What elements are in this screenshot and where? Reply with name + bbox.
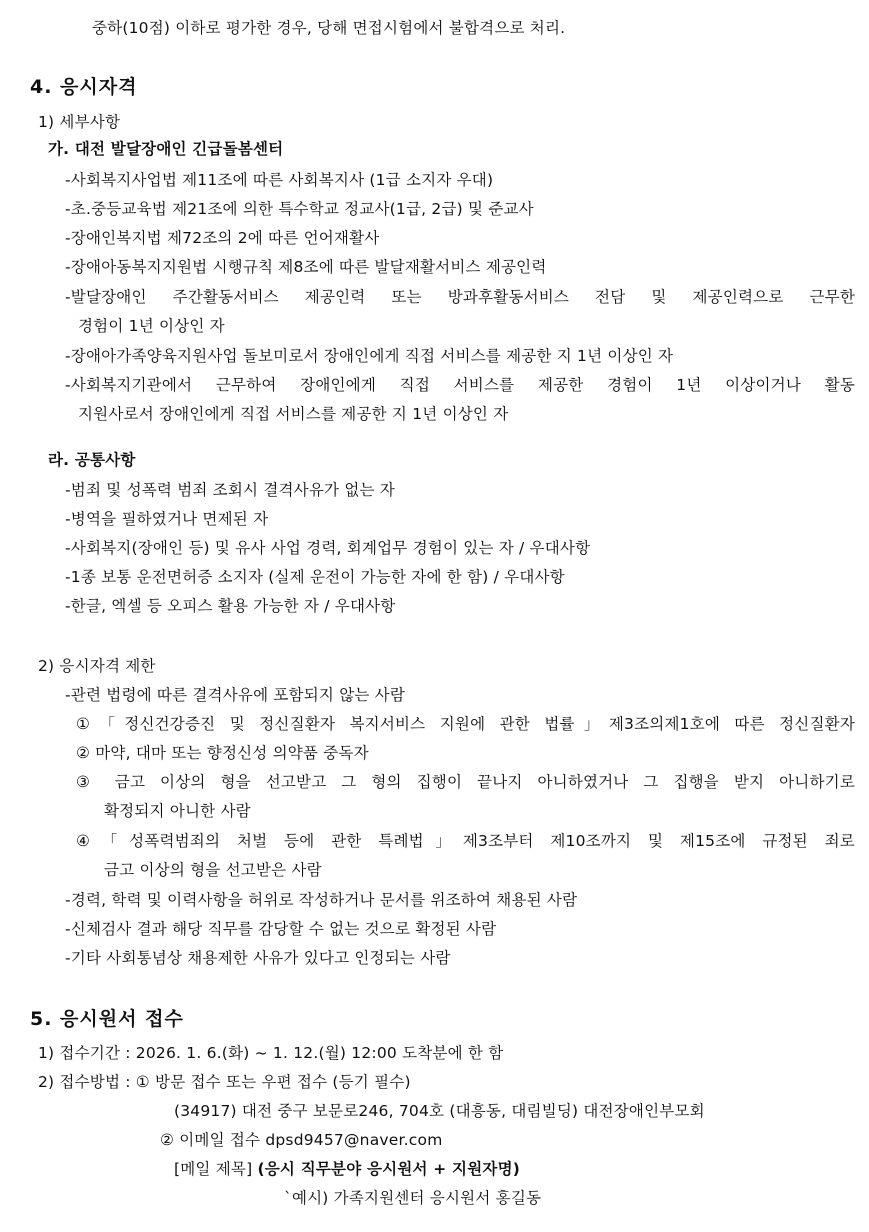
mail-subject-example: `예시) 가족지원센터 응시원서 홍길동 xyxy=(284,1189,542,1207)
list-item: -병역을 필하였거나 면제된 자 xyxy=(65,510,269,528)
mail-subject-value: (응시 직무분야 응시원서 + 지원자명) xyxy=(257,1160,521,1178)
list-item: -경력, 학력 및 이력사항을 허위로 작성하거나 문서를 위조하여 채용된 사람 xyxy=(65,891,578,909)
list-item: -초.중등교육법 제21조에 의한 특수학교 정교사(1급, 2급) 및 준교사 xyxy=(65,200,534,218)
list-item-continuation: 금고 이상의 형을 선고받은 사람 xyxy=(104,861,322,879)
email-submission: ② 이메일 접수 dpsd9457@naver.com xyxy=(160,1131,443,1149)
section-4-2-title: 2) 응시자격 제한 xyxy=(38,657,156,675)
list-item: -한글, 엑셀 등 오피스 활용 가능한 자 / 우대사항 xyxy=(65,597,396,615)
section-4-title: 4. 응시자격 xyxy=(30,76,138,98)
list-item: -발달장애인 주간활동서비스 제공인력 또는 방과후활동서비스 전담 및 제공인력으로 근무한 xyxy=(65,288,855,306)
list-item: -관련 법령에 따른 결격사유에 포함되지 않는 사람 xyxy=(65,686,406,704)
list-item-numbered: ④「성폭력범죄의 처벌 등에 관한 특례법」제3조부터 제10조까지 및 제15조에 규정된 죄로 xyxy=(76,832,855,850)
list-item-continuation: 지원사로서 장애인에게 직접 서비스를 제공한 지 1년 이상인 자 xyxy=(78,405,509,423)
mail-subject xyxy=(174,1158,520,1180)
list-item: -장애인복지법 제72조의 2에 따른 언어재활사 xyxy=(65,229,380,247)
application-period: 1) 접수기간 : 2026. 1. 6.(화) ~ 1. 12.(월) 12:00 도착분에 한 함 xyxy=(38,1044,504,1062)
list-item-continuation: 경험이 1년 이상인 자 xyxy=(78,317,225,335)
intro-line: 중하(10점) 이하로 평가한 경우, 당해 면접시험에서 불합격으로 처리. xyxy=(92,19,566,37)
list-item: -장애아가족양육지원사업 돌보미로서 장애인에게 직접 서비스를 제공한 지 1년 이상인 자 xyxy=(65,347,674,365)
section-5-title: 5. 응시원서 접수 xyxy=(30,1008,184,1030)
list-item-continuation: 확정되지 아니한 사람 xyxy=(104,802,251,820)
list-item-numbered: ② 마약, 대마 또는 향정신성 의약품 중독자 xyxy=(76,744,369,762)
list-item: -사회복지사업법 제11조에 따른 사회복지사 (1급 소지자 우대) xyxy=(65,171,494,189)
list-item: -기타 사회통념상 채용제한 사유가 있다고 인정되는 사람 xyxy=(65,949,451,967)
mail-subject-label: [메일 제목] xyxy=(174,1160,253,1178)
list-item: -1종 보통 운전면허증 소지자 (실제 운전이 가능한 자에 한 함) / 우대사항 xyxy=(65,568,565,586)
list-item: -사회복지기관에서 근무하여 장애인에게 직접 서비스를 제공한 경험이 1년 이상이거나 활동 xyxy=(65,376,855,394)
subsection-ra-title: 라. 공통사항 xyxy=(48,451,136,469)
subsection-ga-title: 가. 대전 발달장애인 긴급돌봄센터 xyxy=(48,140,284,158)
list-item: -사회복지(장애인 등) 및 유사 사업 경력, 회계업무 경험이 있는 자 / 우대사항 xyxy=(65,539,591,557)
application-method: 2) 접수방법 : ① 방문 접수 또는 우편 접수 (등기 필수) xyxy=(38,1073,411,1091)
list-item: -신체검사 결과 해당 직무를 감당할 수 없는 것으로 확정된 사람 xyxy=(65,920,497,938)
list-item: -범죄 및 성폭력 범죄 조회시 결격사유가 없는 자 xyxy=(65,481,395,499)
section-4-1-title: 1) 세부사항 xyxy=(38,113,121,131)
mailing-address: (34917) 대전 중구 보문로246, 704호 (대흥동, 대림빌딩) 대전장애인부모회 xyxy=(174,1102,705,1120)
list-item: -장애아동복지지원법 시행규칙 제8조에 따른 발달재활서비스 제공인력 xyxy=(65,258,547,276)
list-item-numbered: ①「정신건강증진 및 정신질환자 복지서비스 지원에 관한 법률」제3조의제1호에 따른 정신질환자 xyxy=(76,715,855,733)
list-item-numbered: ③ 금고 이상의 형을 선고받고 그 형의 집행이 끝나지 아니하였거나 그 집행을 받지 아니하기로 xyxy=(76,773,855,791)
